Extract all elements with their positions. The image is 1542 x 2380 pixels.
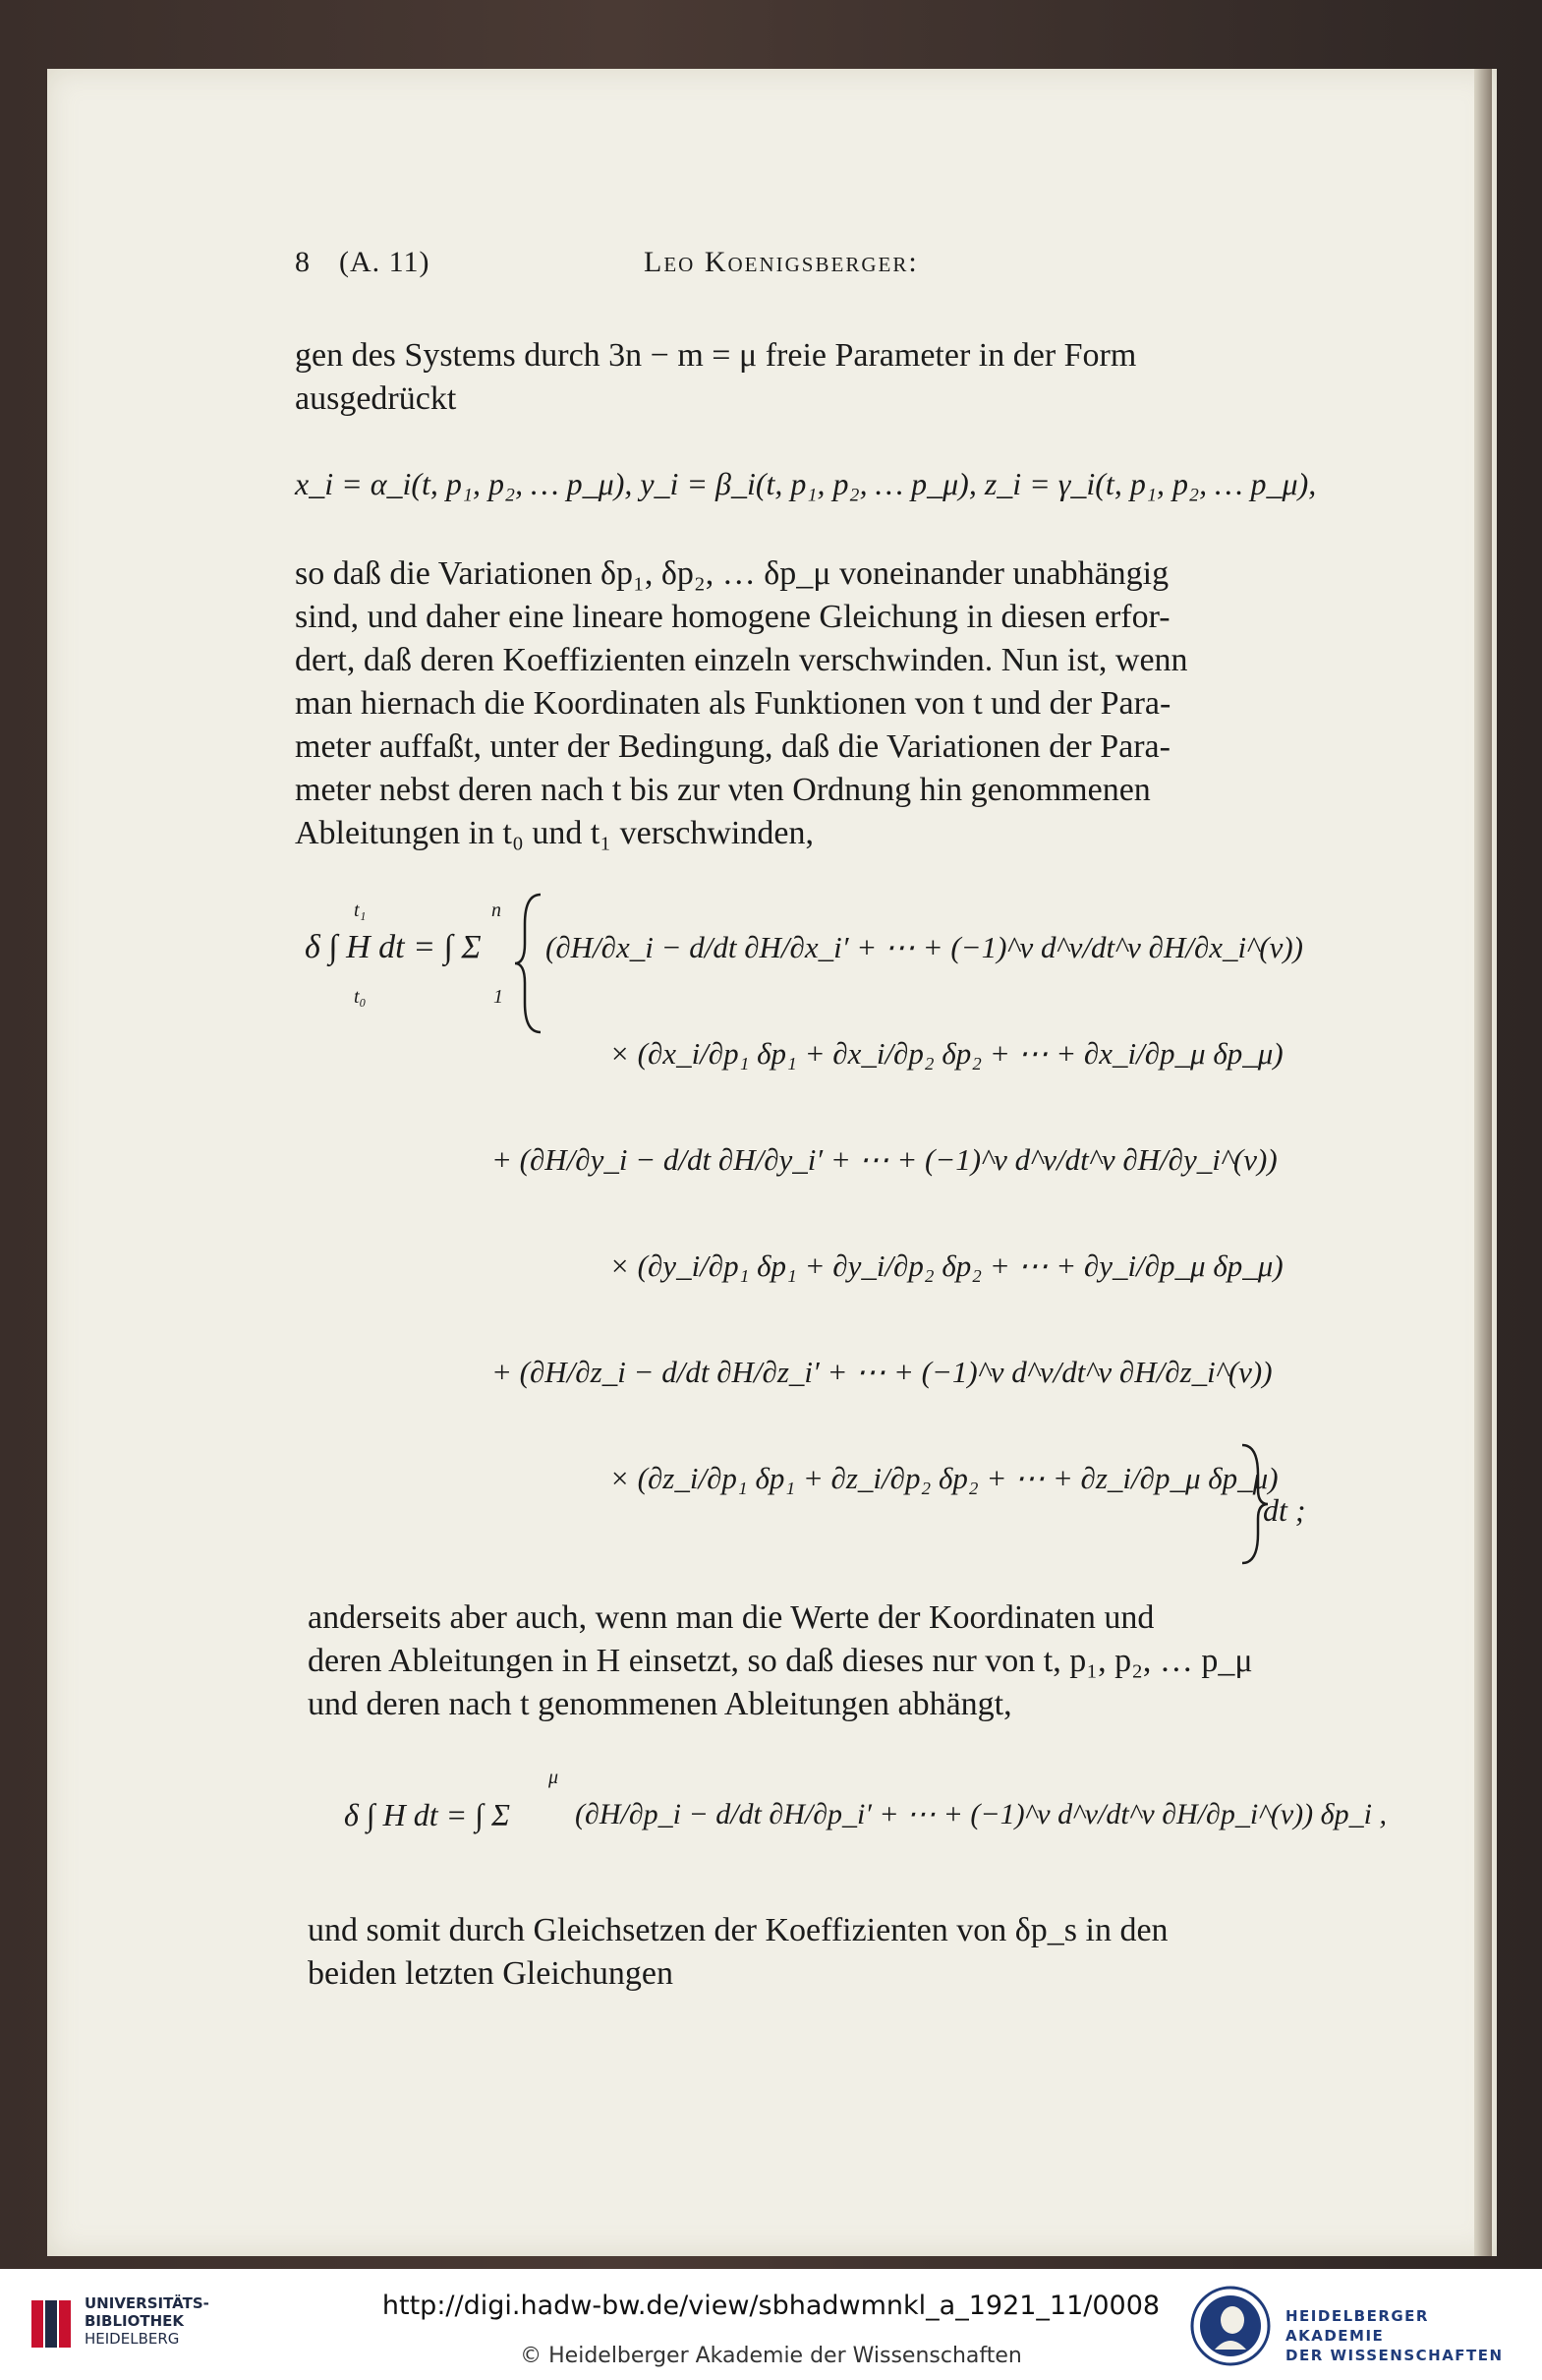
text-line: beiden letzten Gleichungen	[308, 1955, 673, 1992]
page-edge	[1474, 69, 1492, 2256]
text-line: so daß die Variationen δp₁, δp₂, … δp_μ voneinander unabhängig	[295, 555, 1170, 592]
running-title: Leo Koenigsberger:	[644, 246, 919, 278]
academy-seal-icon	[1189, 2285, 1272, 2367]
text-line: sind, und daher eine lineare homogene Gleichung in diesen erfor-	[295, 599, 1171, 635]
variation-equation-p	[344, 1760, 1387, 1878]
eq-row-x-variations: × (∂x_i/∂p₁ δp₁ + ∂x_i/∂p₂ δp₂ + ⋯ + ∂x_i/∂p_μ δp_μ)	[609, 1036, 1284, 1071]
sum-lower: 1	[493, 986, 503, 1008]
text-line: und somit durch Gleichsetzen der Koeffizienten von δp_s in den	[308, 1912, 1169, 1948]
eq-tail: dt ;	[1263, 1492, 1306, 1528]
library-name: UNIVERSITÄTS- BIBLIOTHEK HEIDELBERG	[85, 2294, 209, 2348]
variation-equation	[295, 885, 1327, 1573]
permalink-url[interactable]: http://digi.hadw-bw.de/view/sbhadwmnkl_a_1921_11/0008	[381, 2291, 1161, 2321]
eq-row-y-derivatives: + (∂H/∂y_i − d/dt ∂H/∂y_i′ + ⋯ + (−1)^ν d^ν/dt^ν ∂H/∂y_i^(ν))	[491, 1142, 1278, 1177]
eq-lead: δ ∫ H dt = ∫ Σ	[305, 929, 482, 965]
eq-row-x-derivatives: (∂H/∂x_i − d/dt ∂H/∂x_i′ + ⋯ + (−1)^ν d^ν/dt^ν ∂H/∂x_i^(ν))	[545, 930, 1303, 964]
text-line: dert, daß deren Koeffizienten einzeln verschwinden. Nun ist, wenn	[295, 642, 1188, 678]
sum-upper: μ	[548, 1767, 559, 1788]
text-line: Ableitungen in t₀ und t₁ verschwinden,	[295, 815, 814, 851]
copyright-notice: © Heidelberger Akademie der Wissenschaften	[520, 2344, 1022, 2368]
text-line: ausgedrückt	[295, 380, 457, 417]
eq-row-z-variations: × (∂z_i/∂p₁ δp₁ + ∂z_i/∂p₂ δp₂ + ⋯ + ∂z_i/∂p_μ δp_μ)	[609, 1461, 1279, 1495]
int-upper: t₁	[354, 900, 367, 921]
text-line: meter auffaßt, unter der Bedingung, daß die Variationen der Para-	[295, 728, 1171, 765]
int-lower: t₀	[354, 986, 367, 1008]
text-line: man hiernach die Koordinaten als Funktionen von t und der Para-	[295, 685, 1171, 722]
viewer-footer	[0, 2269, 1542, 2380]
text-line: gen des Systems durch 3n − m = μ freie Parameter in der Form	[295, 337, 1137, 374]
eq-lead: δ ∫ H dt = ∫ Σ	[344, 1797, 511, 1832]
page-number: 8	[295, 246, 311, 278]
eq-body: (∂H/∂p_i − d/dt ∂H/∂p_i′ + ⋯ + (−1)^ν d^ν/dt^ν ∂H/∂p_i^(ν)) δp_i ,	[575, 1798, 1387, 1830]
series-label: (A. 11)	[339, 246, 430, 278]
academy-name: HEIDELBERGER AKADEMIE DER WISSENSCHAFTEN	[1285, 2307, 1504, 2364]
text-line: anderseits aber auch, wenn man die Werte der Koordinaten und	[308, 1599, 1155, 1636]
eq-row-y-variations: × (∂y_i/∂p₁ δp₁ + ∂y_i/∂p₂ δp₂ + ⋯ + ∂y_i/∂p_μ δp_μ)	[609, 1248, 1284, 1283]
eq-row-z-derivatives: + (∂H/∂z_i − d/dt ∂H/∂z_i′ + ⋯ + (−1)^ν d^ν/dt^ν ∂H/∂z_i^(ν))	[491, 1355, 1273, 1389]
text-line: deren Ableitungen in H einsetzt, so daß dieses nur von t, p₁, p₂, … p_μ	[308, 1643, 1253, 1679]
sum-upper: n	[491, 900, 501, 921]
text-line: meter nebst deren nach t bis zur νten Ordnung hin genommenen	[295, 772, 1151, 808]
equation-coordinates: x_i = α_i(t, p₁, p₂, … p_μ), y_i = β_i(t, p₁, p₂, … p_μ), z_i = γ_i(t, p₁, p₂, … p_μ),	[295, 466, 1317, 501]
academy-logo[interactable]	[1189, 2285, 1523, 2367]
left-brace	[511, 885, 550, 1573]
text-line: und deren nach t genommenen Ableitungen abhängt,	[308, 1686, 1012, 1722]
